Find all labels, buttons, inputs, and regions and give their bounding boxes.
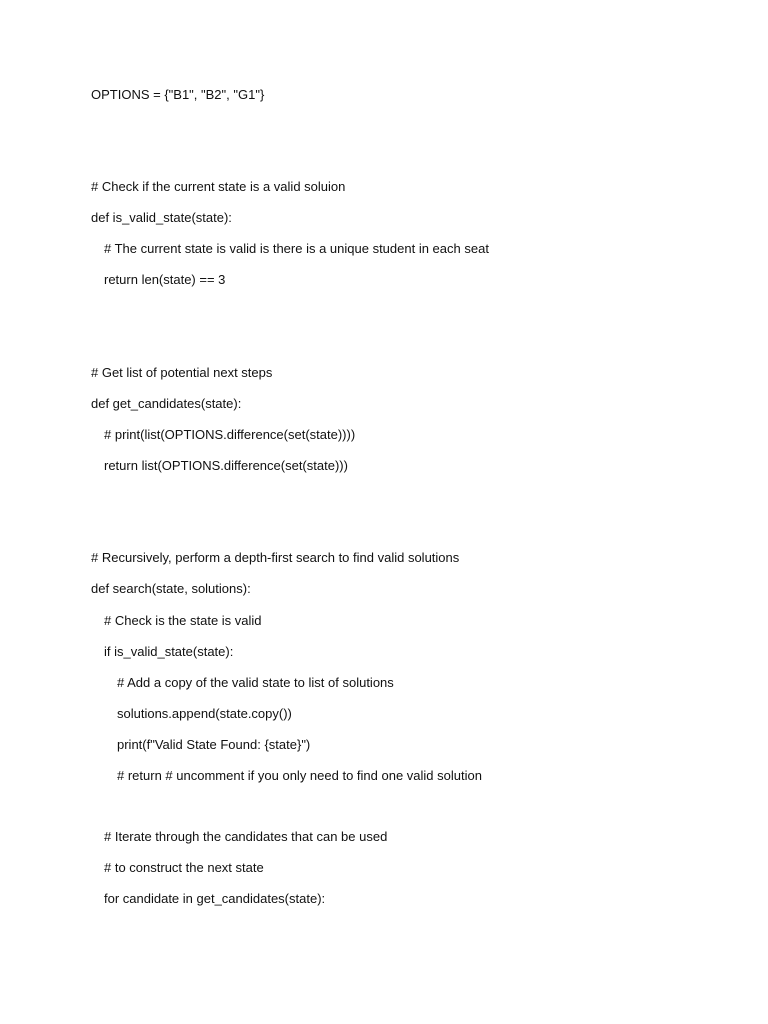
comment-add-copy: # Add a copy of the valid state to list of solutions — [117, 675, 394, 690]
comment-valid-description: # The current state is valid is there is a unique student in each seat — [104, 241, 489, 256]
code-line-if-valid: if is_valid_state(state): — [104, 644, 234, 659]
code-line-return-len: return len(state) == 3 — [104, 272, 226, 287]
comment-get-candidates: # Get list of potential next steps — [91, 365, 273, 380]
code-line-def-get-candidates: def get_candidates(state): — [91, 396, 242, 411]
comment-check-valid: # Check if the current state is a valid soluion — [91, 179, 346, 194]
comment-construct-next: # to construct the next state — [104, 860, 264, 875]
comment-print-candidates: # print(list(OPTIONS.difference(set(state)))) — [104, 427, 356, 442]
code-line-append: solutions.append(state.copy()) — [117, 706, 292, 721]
code-line-return-list: return list(OPTIONS.difference(set(state))) — [104, 458, 348, 473]
code-line-print-found: print(f"Valid State Found: {state}") — [117, 737, 311, 752]
comment-return-uncomment: # return # uncomment if you only need to find one valid solution — [117, 768, 482, 783]
comment-iterate-candidates: # Iterate through the candidates that can be used — [104, 829, 388, 844]
comment-check-state: # Check is the state is valid — [104, 613, 262, 628]
code-line-def-search: def search(state, solutions): — [91, 581, 251, 596]
code-line-options: OPTIONS = {"B1", "B2", "G1"} — [91, 87, 265, 102]
code-line-def-is-valid-state: def is_valid_state(state): — [91, 210, 232, 225]
code-line-for-candidate: for candidate in get_candidates(state): — [104, 891, 326, 906]
comment-recursive-search: # Recursively, perform a depth-first search to find valid solutions — [91, 550, 460, 565]
